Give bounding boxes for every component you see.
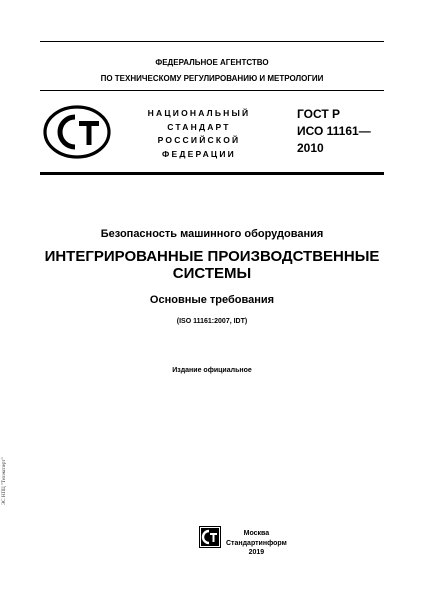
standard-code	[297, 106, 371, 157]
code-line-1: ГОСТ Р	[297, 107, 341, 121]
gost-logo-icon	[42, 104, 112, 160]
agency-line-2: ПО ТЕХНИЧЕСКОМУ РЕГУЛИРОВАНИЮ И МЕТРОЛОГИИ	[100, 74, 324, 83]
national-line-4: ФЕДЕРАЦИИ	[162, 148, 236, 159]
national-line-1: НАЦИОНАЛЬНЫЙ	[147, 108, 251, 118]
top-rule	[40, 41, 384, 42]
publisher-name: Стандартинформ	[226, 539, 287, 547]
header-rule	[40, 90, 384, 91]
national-line-3: РОССИЙСКОЙ	[157, 135, 241, 145]
national-line-2: СТАНДАРТ	[167, 121, 231, 132]
publisher-info	[226, 529, 287, 558]
code-line-3: 2010	[297, 141, 324, 155]
thick-rule	[40, 172, 384, 175]
subtitle: Основные требования	[149, 294, 275, 306]
category-title: Безопасность машинного оборудования	[100, 228, 324, 240]
publisher-city: Москва	[243, 530, 270, 537]
main-title-line-2: СИСТЕМЫ	[172, 265, 252, 282]
national-standard-label	[134, 107, 264, 161]
iso-reference: (ISO 11161:2007, IDT)	[176, 318, 248, 325]
side-stamp: ЭС НПЦ "Техэксперт"	[2, 457, 7, 505]
main-title-line-1: ИНТЕГРИРОВАННЫЕ ПРОИЗВОДСТВЕННЫЕ	[44, 248, 380, 265]
main-title	[0, 248, 424, 282]
agency-line-1: ФЕДЕРАЛЬНОЕ АГЕНТСТВО	[155, 58, 269, 67]
edition-label: Издание официальное	[172, 367, 252, 374]
code-line-2: ИСО 11161—	[297, 124, 371, 138]
publisher-logo-icon	[199, 526, 221, 548]
publisher-year: 2019	[248, 549, 265, 556]
